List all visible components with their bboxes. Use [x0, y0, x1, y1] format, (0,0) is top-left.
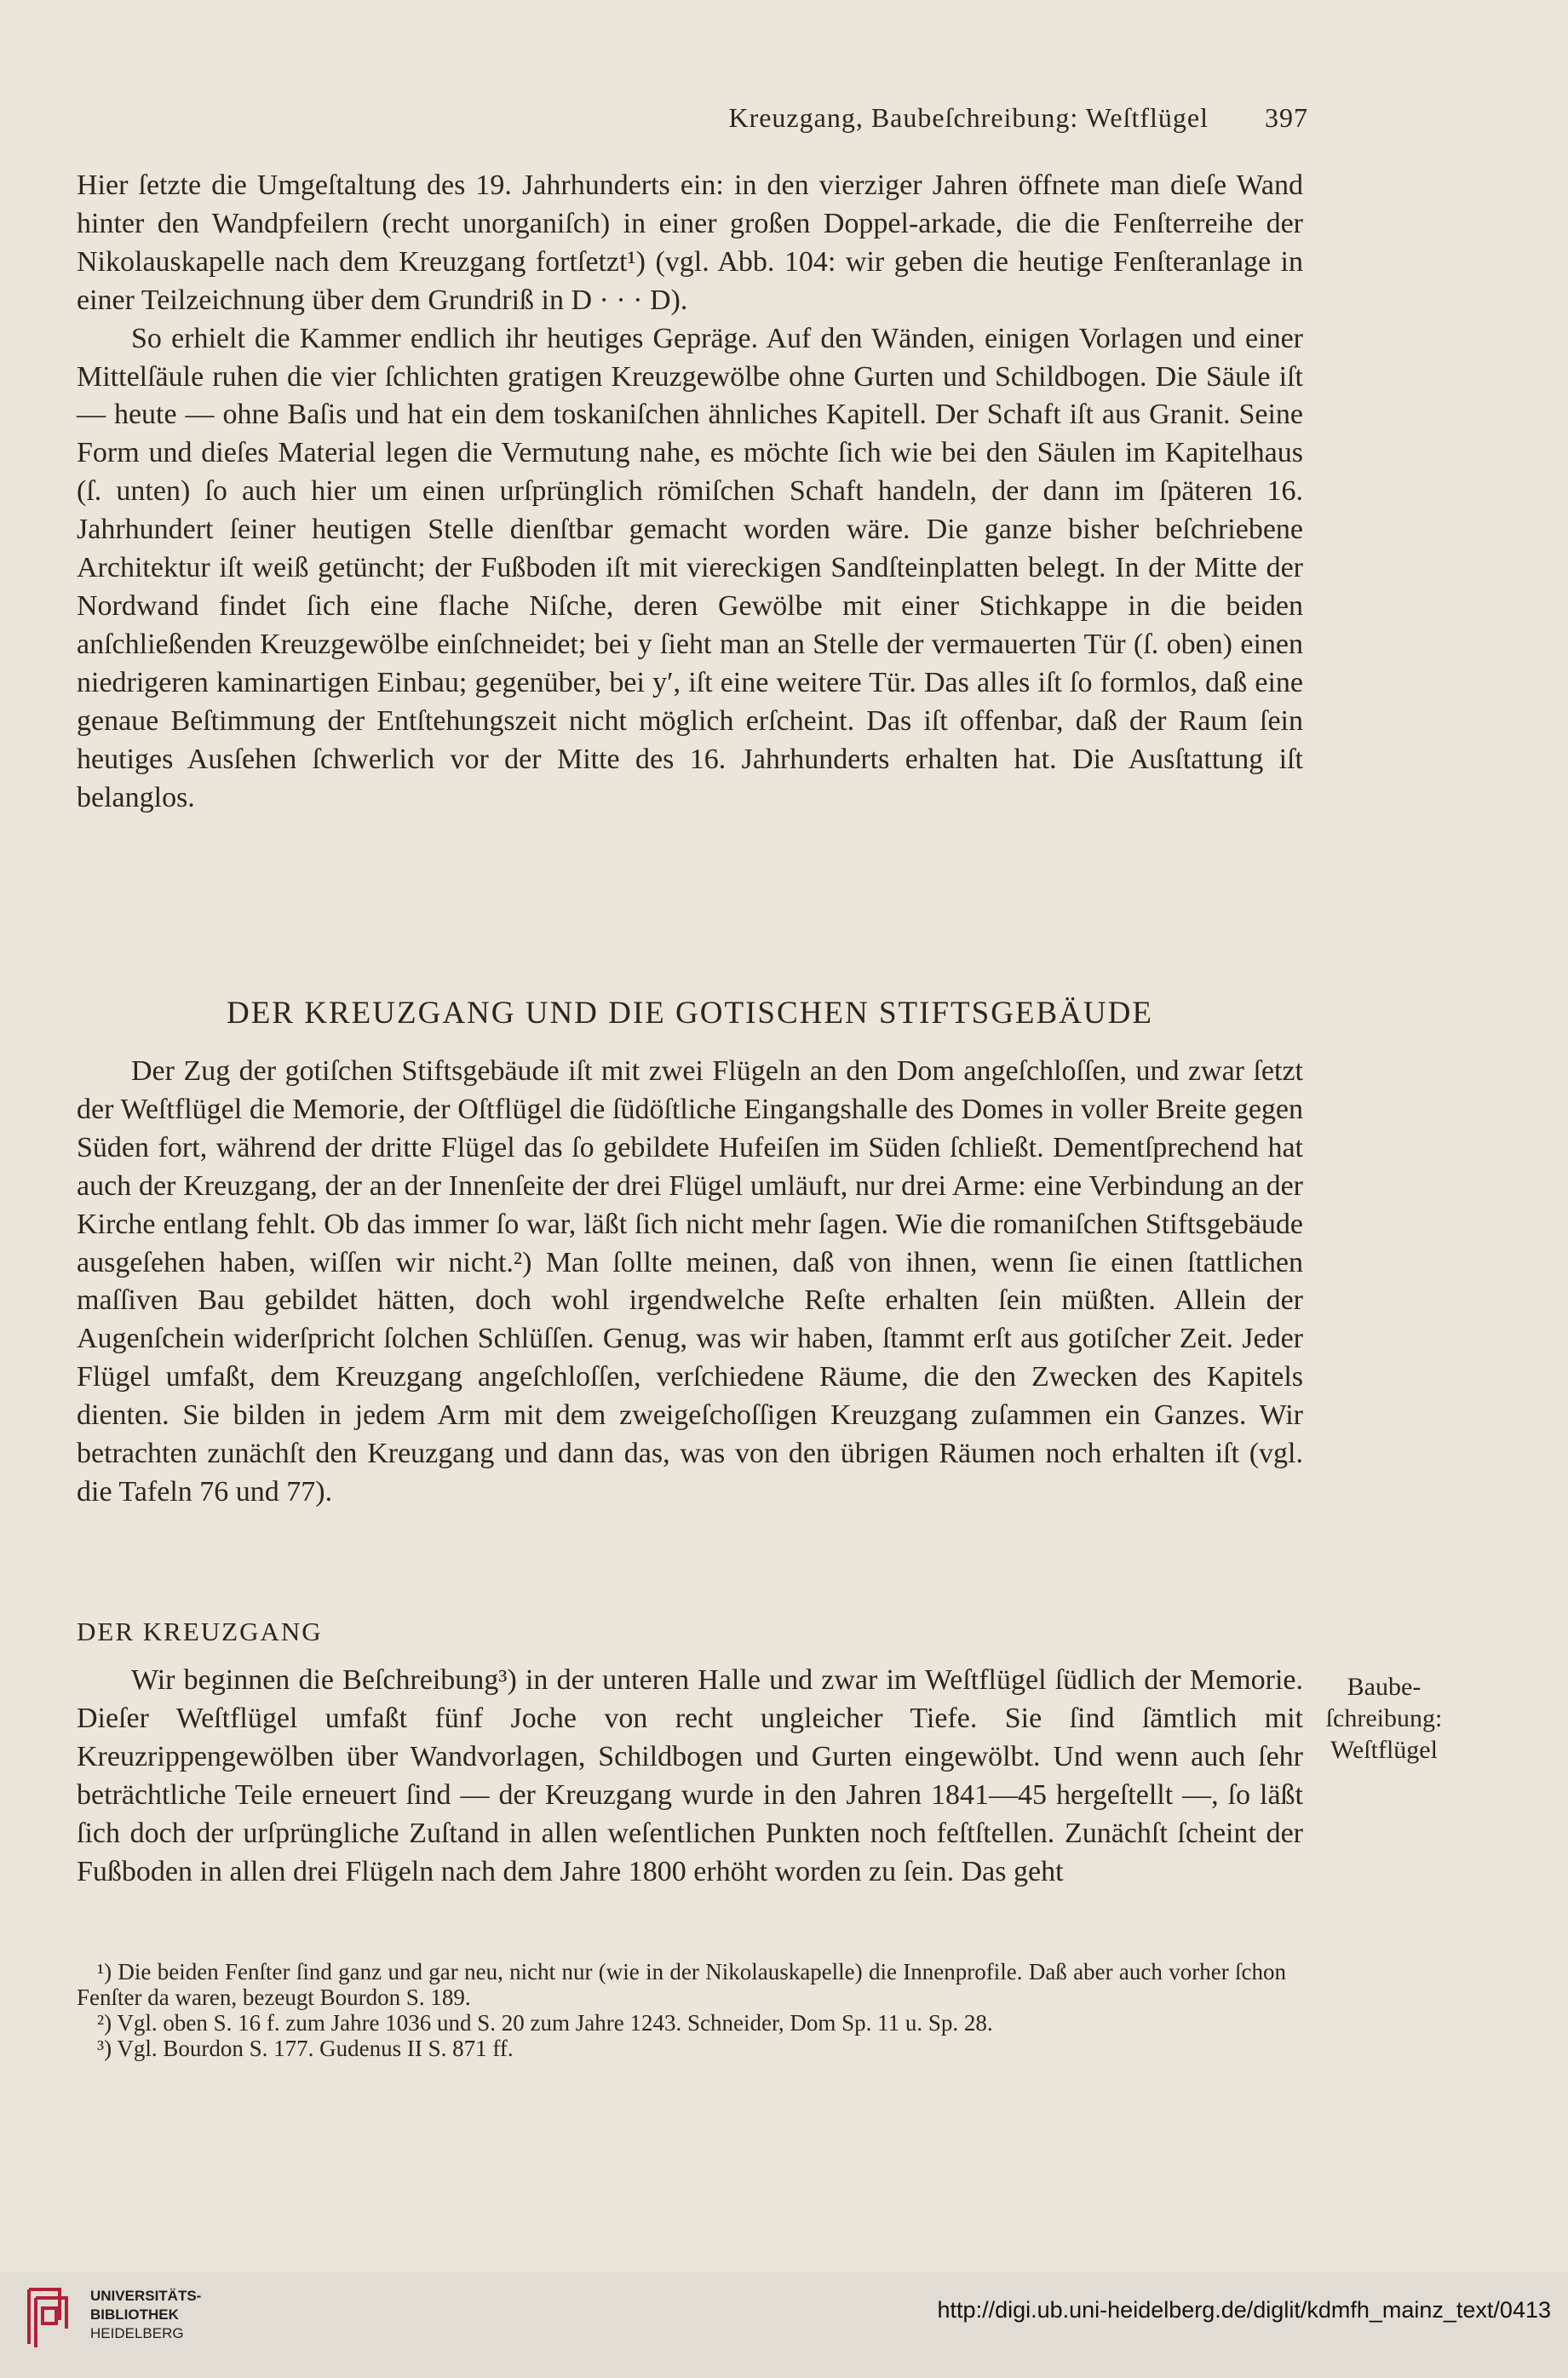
- footnote-1: ¹) Die beiden Fenſter ſind ganz und gar neu, nicht nur (wie in der Nikolauskapelle) die Innenprofile. Daß aber auch vorher ſchon Fenſter da waren, bezeugt Bourdon S. 189.: [77, 1959, 1286, 2010]
- footnotes: [77, 1959, 1286, 2061]
- body-text-subsection: [77, 1662, 1303, 1891]
- paragraph-1: Hier ſetzte die Umgeſtaltung des 19. Jahrhunderts ein: in den vierziger Jahren öffnete man dieſe Wand hinter den Wandpfeilern (recht unorganiſch) in einer großen Doppel-arkade, die die Fenſterreihe der Nikolauskapelle nach dem Kreuzgang fortſetzt¹) (vgl. Abb. 104: wir geben die heutige Fenſteranlage in einer Teilzeichnung über dem Grundriß in D · · · D).: [77, 169, 1303, 316]
- source-url-link[interactable]: http://digi.ub.uni-heidelberg.de/diglit/kdmfh_mainz_text/0413: [937, 2297, 1551, 2323]
- running-header: [0, 102, 1308, 134]
- margin-note-line: Baube-: [1347, 1673, 1422, 1701]
- body-text-top: [77, 167, 1303, 817]
- margin-note-line: ſchreibung:: [1325, 1704, 1443, 1732]
- library-line-3: HEIDELBERG: [90, 2325, 184, 2341]
- header-title: Kreuzgang, Baubeſchreibung: Weſtflügel: [728, 102, 1209, 133]
- page-number: 397: [1265, 102, 1308, 133]
- paragraph-4: Wir beginnen die Beſchreibung³) in der unteren Halle und zwar im Weſtflügel ſüdlich der Memorie. Dieſer Weſtflügel umfaßt fünf Joche von recht ungleicher Tiefe. Sie ſind ſämtlich mit Kreuzrippengewölben über Wandvorlagen, Schildbogen und Gurten eingewölbt. Und wenn auch ſehr beträchtliche Teile erneuert ſind — der Kreuzgang wurde in den Jahren 1841—45 hergeſtellt —, ſo läßt ſich doch der urſprüngliche Zuſtand in allen weſentlichen Punkten noch feſtſtellen. Zunächſt ſcheint der Fußboden in allen drei Flügeln nach dem Jahre 1800 erhöht worden zu ſein. Das geht: [77, 1664, 1303, 1887]
- section-title: DER KREUZGANG UND DIE GOTISCHEN STIFTSGEBÄUDE: [227, 996, 1153, 1031]
- library-line-1: UNIVERSITÄTS-: [90, 2288, 202, 2304]
- subsection-title: DER KREUZGANG: [77, 1617, 323, 1646]
- library-logo-icon: [24, 2283, 72, 2351]
- library-name: [90, 2287, 201, 2343]
- margin-note-line: Weſtflügel: [1330, 1736, 1438, 1764]
- footer-band: [0, 2272, 1568, 2378]
- body-text-section: [77, 1053, 1303, 1512]
- margin-note: [1303, 1671, 1465, 1766]
- library-line-2: BIBLIOTHEK: [90, 2306, 179, 2323]
- footnote-2: ²) Vgl. oben S. 16 f. zum Jahre 1036 und S. 20 zum Jahre 1243. Schneider, Dom Sp. 11 u. Sp. 28.: [97, 2010, 993, 2036]
- paragraph-2: So erhielt die Kammer endlich ihr heutiges Gepräge. Auf den Wänden, einigen Vorlagen und einer Mittelſäule ruhen die vier ſchlichten gratigen Kreuzgewölbe ohne Gurten und Schildbogen. Die Säule iſt — heute — ohne Baſis und hat ein dem toskaniſchen ähnliches Kapitell. Der Schaft iſt aus Granit. Seine Form und dieſes Material legen die Vermutung nahe, es möchte ſich wie bei den Säulen im Kapitelhaus (ſ. unten) ſo auch hier um einen urſprünglich römiſchen Schaft handeln, der dann im ſpäteren 16. Jahrhundert ſeiner heutigen Stelle dienſtbar gemacht worden wäre. Die ganze bisher beſchriebene Architektur iſt weiß getüncht; der Fußboden iſt mit viereckigen Sandſteinplatten belegt. In der Mitte der Nordwand findet ſich eine flache Niſche, deren Gewölbe mit einer Stichkappe in die beiden anſchließenden Kreuzgewölbe einſchneidet; bei y ſieht man an Stelle der vermauerten Tür (ſ. oben) einen niedrigeren kaminartigen Einbau; gegenüber, bei y′, iſt eine weitere Tür. Das alles iſt ſo formlos, daß eine genaue Beſtimmung der Entſtehungszeit nicht möglich erſcheint. Das iſt offenbar, daß der Raum ſein heutiges Ausſehen ſchwerlich vor der Mitte des 16. Jahrhunderts erhalten hat. Die Ausſtattung iſt belanglos.: [77, 322, 1303, 813]
- paragraph-3: Der Zug der gotiſchen Stiftsgebäude iſt mit zwei Flügeln an den Dom angeſchloſſen, und zwar ſetzt der Weſtflügel die Memorie, der Oſtflügel die ſüdöſtliche Eingangshalle des Domes in voller Breite gegen Süden fort, während der dritte Flügel das ſo gebildete Hufeiſen im Süden ſchließt. Dementſprechend hat auch der Kreuzgang, der an der Innenſeite der drei Flügel umläuft, nur drei Arme: eine Verbindung an der Kirche entlang fehlt. Ob das immer ſo war, läßt ſich nicht mehr ſagen. Wie die romaniſchen Stiftsgebäude ausgeſehen haben, wiſſen wir nicht.²) Man ſollte meinen, daß von ihnen, wenn ſie einen ſtattlichen maſſiven Bau gebildet hätten, doch wohl irgendwelche Reſte erhalten ſein müßten. Allein der Augenſchein widerſpricht ſolchen Schlüſſen. Genug, was wir haben, ſtammt erſt aus gotiſcher Zeit. Jeder Flügel umfaßt, dem Kreuzgang angeſchloſſen, verſchiedene Räume, die den Zwecken des Kapitels dienten. Sie bilden in jedem Arm mit dem zweigeſchoſſigen Kreuzgang zuſammen ein Ganzes. Wir betrachten zunächſt den Kreuzgang und dann das, was von den übrigen Räumen noch erhalten iſt (vgl. die Tafeln 76 und 77).: [77, 1055, 1303, 1508]
- footnote-3: ³) Vgl. Bourdon S. 177. Gudenus II S. 871 ff.: [97, 2036, 514, 2061]
